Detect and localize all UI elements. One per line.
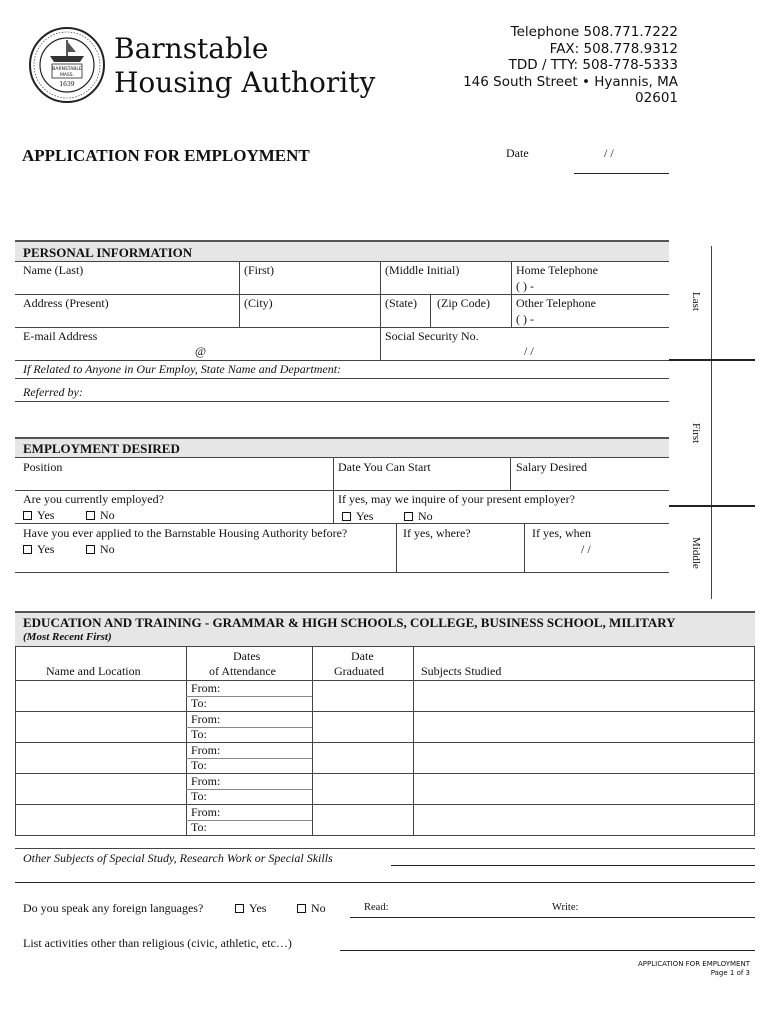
footer [638, 960, 750, 978]
zip-code: 02601 [635, 90, 678, 106]
inquire-question: If yes, may we inquire of your present employer? [338, 492, 575, 506]
applied-when-format: / / [581, 542, 591, 556]
row3-to[interactable]: To: [191, 758, 207, 772]
street-address: 146 South Street • Hyannis, MA [463, 73, 678, 90]
applied-when-field[interactable]: If yes, when [532, 526, 591, 540]
page-title: APPLICATION FOR EMPLOYMENT [22, 146, 310, 165]
checkbox-icon[interactable] [235, 904, 244, 913]
section-heading-personal: PERSONAL INFORMATION [23, 245, 193, 260]
applied-before-yes[interactable]: Yes [23, 542, 54, 557]
checkbox-icon[interactable] [404, 512, 413, 521]
date-field[interactable] [574, 173, 669, 174]
col-header-attendance: of Attendance [209, 664, 276, 678]
referred-by-field[interactable]: Referred by: [23, 385, 83, 399]
row4-from[interactable]: From: [191, 774, 221, 788]
zip-field[interactable]: (Zip Code) [437, 296, 490, 310]
row1-from[interactable]: From: [191, 681, 221, 695]
logo [28, 26, 376, 106]
write-label: Write: [552, 902, 579, 913]
inquire-no[interactable]: No [404, 509, 433, 524]
other-telephone-format: ( ) - [516, 312, 534, 326]
languages-field[interactable] [350, 917, 755, 918]
address-field[interactable]: Address (Present) [23, 296, 109, 310]
state-field[interactable]: (State) [385, 296, 417, 310]
checkbox-icon[interactable] [86, 511, 95, 520]
fax: FAX: 508.778.9312 [549, 40, 678, 57]
side-label-middle: Middle [690, 537, 702, 569]
side-label-last: Last [690, 292, 702, 311]
row5-from[interactable]: From: [191, 805, 221, 819]
email-field[interactable]: E-mail Address [23, 329, 98, 343]
ssn-format: / / [524, 344, 534, 358]
languages-yes[interactable]: Yes [235, 901, 266, 916]
home-telephone-field[interactable]: Home Telephone [516, 263, 598, 277]
email-at: @ [195, 344, 207, 358]
salary-field[interactable]: Salary Desired [516, 460, 587, 474]
col-header-subjects: Subjects Studied [421, 664, 502, 678]
activities-label: List activities other than religious (civic, athletic, etc…) [23, 936, 292, 950]
contact-block [463, 24, 678, 107]
section-subheading-education: (Most Recent First) [23, 631, 112, 643]
checkbox-icon[interactable] [342, 512, 351, 521]
special-study-field[interactable] [391, 865, 755, 866]
related-field[interactable]: If Related to Anyone in Our Employ, State Name and Department: [23, 362, 342, 376]
row4-to[interactable]: To: [191, 789, 207, 803]
section-heading-education: EDUCATION AND TRAINING - GRAMMAR & HIGH SCHOOLS, COLLEGE, BUSINESS SCHOOL, MILITARY [23, 615, 676, 630]
col-header-dates: Dates [233, 649, 261, 663]
middle-initial-field[interactable]: (Middle Initial) [385, 263, 460, 277]
checkbox-icon[interactable] [86, 545, 95, 554]
special-study-label: Other Subjects of Special Study, Research Work or Special Skills [23, 851, 333, 865]
applied-before-question: Have you ever applied to the Barnstable Housing Authority before? [23, 526, 348, 540]
org-name-line1: Barnstable [114, 32, 269, 65]
row2-to[interactable]: To: [191, 727, 207, 741]
row5-to[interactable]: To: [191, 820, 207, 834]
town-seal-icon [28, 26, 106, 104]
svg-text:MASS.: MASS. [59, 73, 75, 78]
date-slashes: / / [604, 146, 614, 160]
tdd: TDD / TTY: 508-778-5333 [508, 57, 678, 73]
start-date-field[interactable]: Date You Can Start [338, 460, 431, 474]
col-header-name-location: Name and Location [46, 664, 141, 678]
row1-to[interactable]: To: [191, 696, 207, 710]
col-header-graduated: Graduated [334, 664, 384, 678]
special-study-field-line2[interactable] [15, 882, 755, 883]
home-telephone-format: ( ) - [516, 279, 534, 293]
applied-before-no[interactable]: No [86, 542, 115, 557]
col-header-date: Date [351, 649, 374, 663]
other-telephone-field[interactable]: Other Telephone [516, 296, 596, 310]
row3-from[interactable]: From: [191, 743, 221, 757]
checkbox-icon[interactable] [23, 545, 32, 554]
inquire-yes[interactable]: Yes [342, 509, 373, 524]
checkbox-icon[interactable] [297, 904, 306, 913]
row2-from[interactable]: From: [191, 712, 221, 726]
footer-page-number: Page 1 of 3 [710, 969, 750, 977]
city-field[interactable]: (City) [244, 296, 273, 310]
currently-employed-question: Are you currently employed? [23, 492, 164, 506]
currently-employed-yes[interactable]: Yes [23, 508, 54, 523]
activities-field[interactable] [340, 950, 755, 951]
section-heading-employment: EMPLOYMENT DESIRED [23, 441, 180, 456]
currently-employed-no[interactable]: No [86, 508, 115, 523]
ssn-field[interactable]: Social Security No. [385, 329, 479, 343]
side-label-first: First [690, 423, 702, 444]
position-field[interactable]: Position [23, 460, 63, 474]
footer-form-name: APPLICATION FOR EMPLOYMENT [638, 960, 750, 968]
languages-question: Do you speak any foreign languages? [23, 901, 204, 915]
name-first-field[interactable]: (First) [244, 263, 274, 277]
languages-no[interactable]: No [297, 901, 326, 916]
read-label: Read: [364, 902, 389, 913]
date-label: Date [506, 146, 529, 160]
svg-text:1639: 1639 [59, 81, 75, 88]
checkbox-icon[interactable] [23, 511, 32, 520]
org-name-line2: Housing Authority [114, 66, 376, 99]
name-last-field[interactable]: Name (Last) [23, 263, 84, 277]
svg-text:BARNSTABLE: BARNSTABLE [52, 67, 82, 72]
applied-where-field[interactable]: If yes, where? [403, 526, 471, 540]
telephone: Telephone 508.771.7222 [510, 24, 678, 40]
